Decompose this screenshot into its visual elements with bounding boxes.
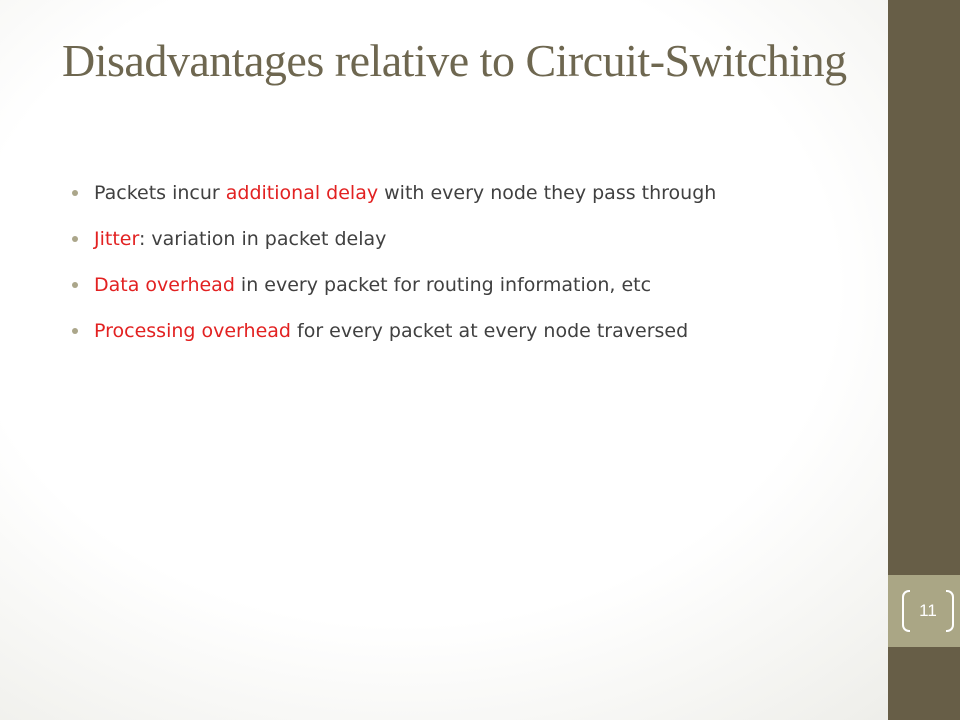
bullet-item <box>72 222 852 256</box>
bullet-marker <box>72 282 78 288</box>
bullet-rest: for every packet at every node traversed <box>290 320 689 342</box>
bullet-rest: with every node they pass through <box>378 182 717 204</box>
bullet-marker <box>72 190 78 196</box>
bullet-text <box>94 176 852 210</box>
bullet-rest: in every packet for routing information, etc <box>234 274 652 296</box>
bullet-highlight: Processing overhead <box>94 320 291 342</box>
bullet-marker <box>72 236 78 242</box>
bullet-item <box>72 176 852 210</box>
bullet-text <box>94 314 852 348</box>
bullet-prefix: Packets incur <box>94 182 226 204</box>
bullet-highlight: Data overhead <box>94 274 235 296</box>
bullet-text <box>94 222 852 256</box>
bullet-highlight: additional delay <box>225 182 379 204</box>
bullet-rest: : variation in packet delay <box>138 228 387 250</box>
bullet-marker <box>72 328 78 334</box>
slide-number: 11 <box>919 601 937 620</box>
bullet-list <box>72 176 852 360</box>
bullet-text <box>94 268 852 302</box>
bullet-highlight: Jitter <box>94 228 139 250</box>
slide-title: Disadvantages relative to Circuit-Switching <box>62 35 847 86</box>
bullet-item <box>72 314 852 348</box>
bullet-item <box>72 268 852 302</box>
